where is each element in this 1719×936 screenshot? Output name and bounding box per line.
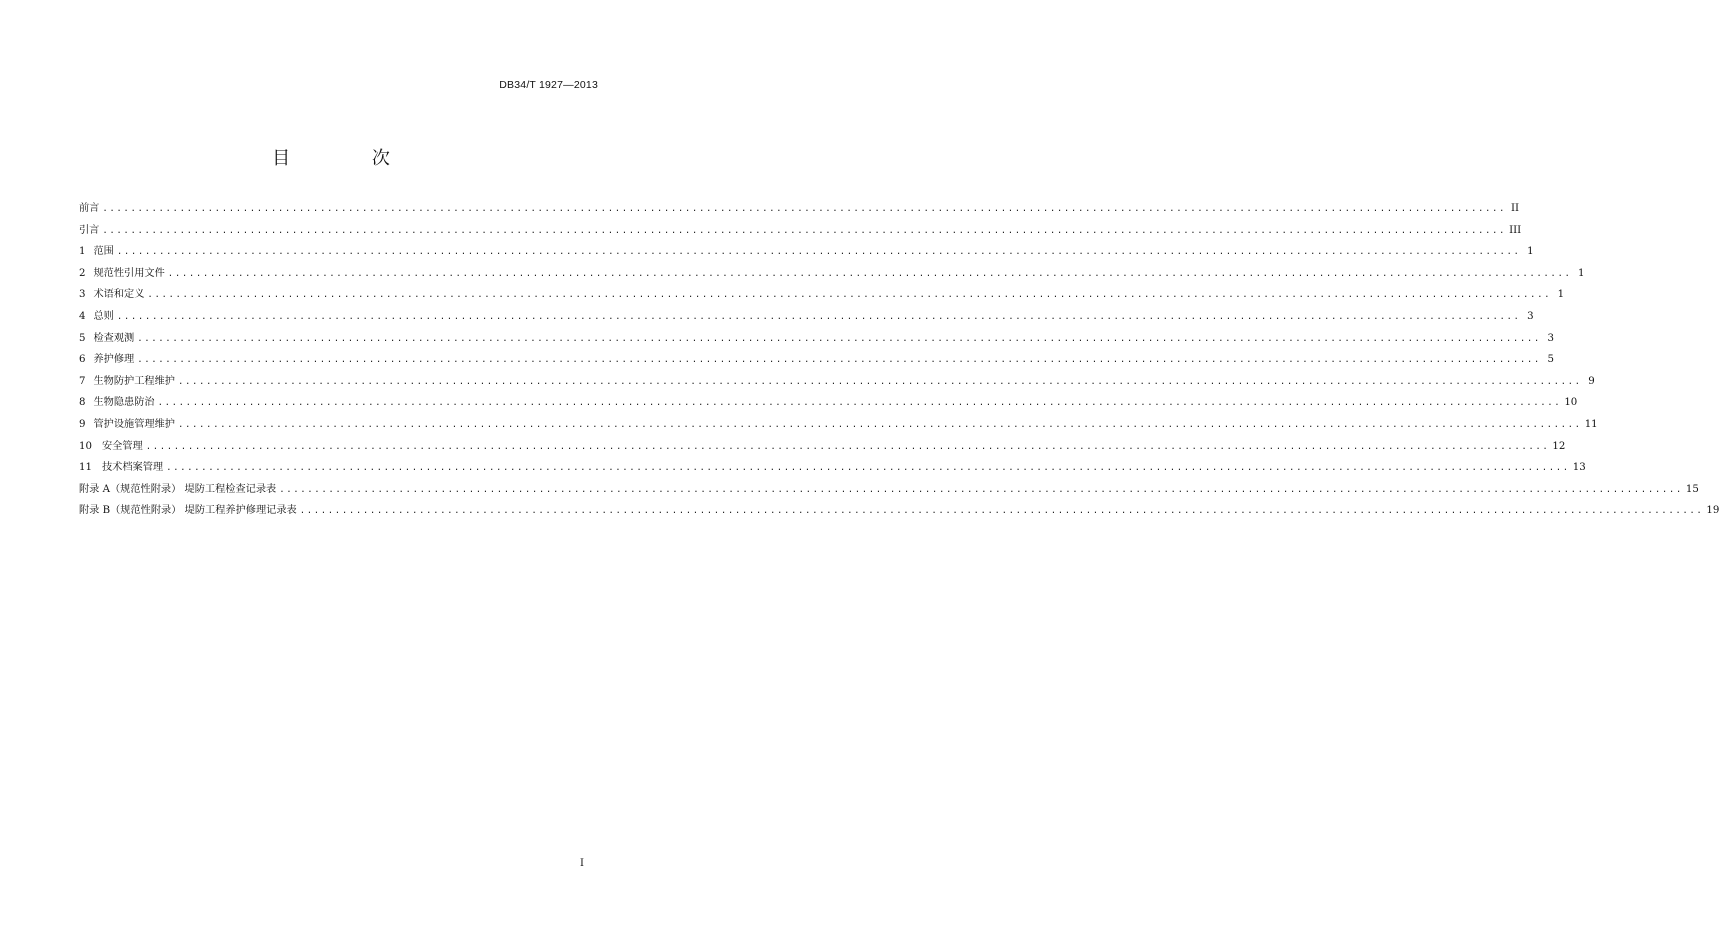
toc-entry-text: 生物防护工程维护: [93, 375, 175, 387]
table-of-contents: [79, 198, 1719, 522]
toc-entry-introduction[interactable]: [79, 220, 1522, 242]
toc-entry-3[interactable]: [79, 284, 1565, 306]
toc-entry-label: [79, 306, 114, 328]
toc-entry-page: 1: [1527, 246, 1534, 258]
toc-entry-number: 9: [79, 418, 86, 430]
toc-entry-page: 15: [1685, 483, 1699, 495]
toc-entry-page: 5: [1547, 354, 1554, 366]
toc-entry-label: [79, 414, 175, 436]
toc-entry-label: [79, 392, 155, 414]
toc-entry-text: 生物隐患防治: [93, 397, 155, 409]
toc-entry-page: 10: [1564, 397, 1578, 409]
toc-entry-number: 1: [79, 246, 86, 258]
toc-entry-appendix-b[interactable]: [79, 500, 1719, 522]
toc-leader-dots: ........................................................................................................................................................................................................: [147, 290, 1552, 301]
toc-entry-page: 9: [1588, 375, 1595, 387]
toc-entry-label: [79, 328, 134, 350]
toc-entry-text: 检查观测: [93, 332, 135, 344]
toc-entry-label: [79, 349, 134, 371]
toc-entry-label: 引言: [79, 224, 100, 236]
toc-entry-page: II: [1511, 203, 1520, 214]
toc-entry-text: 养护修理: [93, 354, 135, 366]
toc-entry-7[interactable]: [79, 371, 1595, 393]
toc-leader-dots: ........................................................................................................................................................................................................: [137, 333, 1541, 344]
toc-leader-dots: ........................................................................................................................................................................................................: [177, 419, 1582, 430]
toc-entry-text: 术语和定义: [93, 289, 145, 301]
toc-entry-label: [79, 457, 163, 479]
toc-entry-page: 13: [1572, 462, 1586, 474]
toc-leader-dots: ........................................................................................................................................................................................................: [102, 204, 1507, 214]
toc-leader-dots: ........................................................................................................................................................................................................: [157, 398, 1562, 409]
toc-leader-dots: ........................................................................................................................................................................................................: [166, 463, 1570, 474]
toc-entry-label: [79, 263, 165, 285]
toc-entry-foreword[interactable]: [79, 198, 1520, 220]
toc-leader-dots: ........................................................................................................................................................................................................: [177, 376, 1582, 387]
toc-entry-number: 6: [79, 354, 86, 366]
toc-entry-5[interactable]: [79, 328, 1554, 350]
toc-leader-dots: ........................................................................................................................................................................................................: [116, 247, 1521, 258]
toc-entry-4[interactable]: [79, 306, 1534, 328]
toc-entry-label: [79, 371, 175, 393]
toc-entry-appendix-a[interactable]: [79, 479, 1699, 501]
toc-entry-page: 1: [1557, 289, 1565, 301]
toc-entry-label: [79, 436, 143, 458]
toc-title: 目 次: [272, 148, 428, 169]
toc-entry-number: 3: [79, 289, 86, 301]
toc-entry-number: 10: [79, 440, 92, 452]
page-number: I: [580, 858, 584, 869]
toc-entry-number: 8: [79, 397, 86, 409]
toc-entry-page: 12: [1552, 440, 1566, 452]
toc-entry-number: 11: [79, 462, 92, 474]
toc-entry-10[interactable]: [79, 436, 1566, 458]
toc-leader-dots: ........................................................................................................................................................................................................: [167, 268, 1572, 279]
document-code: DB34/T 1927—2013: [499, 79, 598, 91]
toc-entry-number: 7: [79, 375, 86, 387]
toc-entry-1[interactable]: [79, 241, 1534, 263]
toc-entry-8[interactable]: [79, 392, 1578, 414]
toc-leader-dots: ........................................................................................................................................................................................................: [137, 355, 1541, 366]
toc-leader-dots: ........................................................................................................................................................................................................: [116, 311, 1521, 322]
toc-entry-label: [79, 241, 114, 263]
toc-leader-dots: ........................................................................................................................................................................................................: [102, 225, 1507, 236]
toc-leader-dots: ........................................................................................................................................................................................................: [279, 484, 1683, 495]
toc-entry-2[interactable]: [79, 263, 1585, 285]
toc-entry-page: 1: [1578, 267, 1585, 279]
toc-entry-11[interactable]: [79, 457, 1586, 479]
toc-entry-label: [79, 284, 144, 306]
toc-entry-page: III: [1509, 224, 1522, 236]
toc-entry-page: 11: [1584, 418, 1598, 430]
toc-entry-page: 3: [1527, 310, 1534, 322]
toc-entry-text: 安全管理: [101, 440, 143, 452]
toc-entry-number: 4: [79, 310, 86, 322]
toc-entry-page: 3: [1547, 332, 1554, 344]
toc-entry-9[interactable]: [79, 414, 1598, 436]
toc-entry-label: 前言: [79, 203, 100, 214]
toc-entry-text: 管护设施管理维护: [93, 418, 175, 430]
toc-entry-page: 19: [1706, 505, 1719, 517]
toc-entry-number: 5: [79, 332, 86, 344]
toc-entry-6[interactable]: [79, 349, 1554, 371]
toc-entry-number: 2: [79, 267, 86, 279]
toc-leader-dots: ........................................................................................................................................................................................................: [299, 506, 1704, 517]
toc-entry-text: 总则: [93, 310, 114, 322]
toc-leader-dots: ........................................................................................................................................................................................................: [145, 441, 1550, 452]
toc-entry-text: 范围: [93, 246, 114, 258]
toc-entry-label: 附录 B（规范性附录） 堤防工程养护修理记录表: [79, 505, 297, 517]
toc-entry-label: 附录 A（规范性附录） 堤防工程检查记录表: [79, 483, 277, 495]
toc-entry-text: 技术档案管理: [101, 462, 164, 474]
toc-entry-text: 规范性引用文件: [93, 267, 165, 279]
